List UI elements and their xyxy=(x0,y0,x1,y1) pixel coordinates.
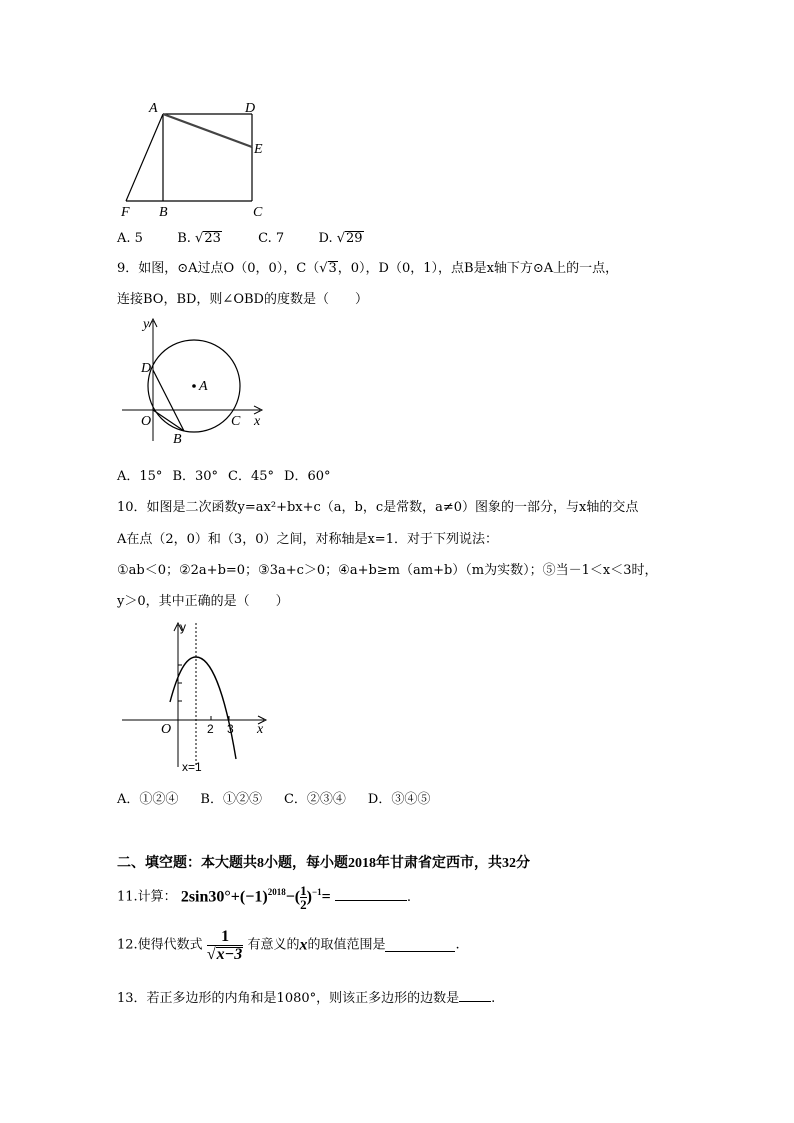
section-2-title: 二、填空题：本大题共8小题，每小题2018年甘肃省定西市，共32分 xyxy=(117,856,530,871)
q8-segment-ae xyxy=(163,114,252,147)
q9-label-a: A xyxy=(199,379,208,394)
q8-options xyxy=(117,231,364,247)
q10-parabola xyxy=(170,657,236,759)
q10-stem-line4: y＞0，其中正确的是（ ） xyxy=(117,594,289,609)
q10-option-a: A．①②④ xyxy=(117,792,179,807)
q8-label-a: A xyxy=(149,101,158,116)
q9-stem-part1: 9．如图，⊙A过点O（0，0），C（ xyxy=(117,261,320,276)
q9-label-y: y xyxy=(143,317,150,332)
q11-answer-blank[interactable] xyxy=(335,888,407,901)
q10-option-b: B．①②⑤ xyxy=(200,792,262,807)
q13: 13．若正多边形的内角和是1080°，则该正多边形的边数是 . xyxy=(117,991,496,1006)
q9-figure xyxy=(114,313,274,448)
q9-label-b: B xyxy=(173,432,182,447)
q10-label-2: 2 xyxy=(207,722,214,736)
q9-option-c: C．45° xyxy=(228,469,275,484)
q9-label-c: C xyxy=(231,414,241,429)
q8-label-b: B xyxy=(159,205,168,220)
q9-option-d: D．60° xyxy=(284,469,331,484)
q8-figure xyxy=(110,98,280,222)
q9-option-a: A．15° xyxy=(117,469,163,484)
q8-option-c: C. 7 xyxy=(258,231,285,246)
q9-sqrt-radicand: 3 xyxy=(328,261,337,276)
q10-options xyxy=(117,792,452,808)
q9-options xyxy=(117,469,341,485)
q8-option-b-sqrt: √23 xyxy=(195,231,221,246)
q8-option-d-label: D. xyxy=(318,231,333,246)
q10-stem-line2: A在点（2，0）和（3，0）之间，对称轴是x=1．对于下列说法： xyxy=(117,532,498,547)
q8-option-d-radicand: 29 xyxy=(346,231,363,246)
q9-label-d: D xyxy=(141,361,152,376)
q10-stem-line1: 10．如图是二次函数y=ax²+bx+c（a，b，c是常数，a≠0）图象的一部分，与x轴的交点 xyxy=(117,500,639,515)
q12-prefix: 12.使得代数式 xyxy=(117,937,203,953)
q10-label-3: 3 xyxy=(227,722,234,736)
q9-segment-ob xyxy=(153,410,184,431)
q8-label-f: F xyxy=(121,205,130,220)
q8-option-b-label: B. xyxy=(177,231,191,246)
q12-fraction: $\frac{1}{√x-3}$ xyxy=(206,928,243,963)
q12-middle: 有意义的 xyxy=(247,937,300,953)
q8-option-b-radicand: 23 xyxy=(204,231,221,246)
q9-sqrt: √3 xyxy=(319,261,337,276)
q10-label-x: x xyxy=(257,722,264,737)
q10-label-axis: x=1 xyxy=(182,760,202,774)
q8-option-a: A. 5 xyxy=(117,231,143,246)
q9-option-b: B．30° xyxy=(172,469,219,484)
q11: 11.计算： $2\sin 30^\circ+(-1)^{2018}-$( $\frac{1}{2}$ )$^{-1}$= . xyxy=(117,883,412,913)
q8-label-c: C xyxy=(253,205,263,220)
q8-segment-af xyxy=(126,114,163,201)
q10-label-o: O xyxy=(161,722,172,737)
q9-label-o: O xyxy=(141,414,152,429)
q10-label-y: y xyxy=(180,620,186,634)
q10-figure xyxy=(114,617,274,777)
q9-center-dot xyxy=(192,384,196,388)
q12: 12.使得代数式 $\frac{1}{√x-3}$ 有意义的x的取值范围是 . xyxy=(117,928,460,963)
q13-answer-blank[interactable] xyxy=(459,989,491,1002)
q10-stem-line3: ①ab＜0；②2a+b=0；③3a+c＞0；④a+b≥m（am+b）（m为实数）；⑤当－1＜x＜3时， xyxy=(117,563,658,578)
q12-answer-blank[interactable] xyxy=(385,939,455,952)
q9-stem-part2: ，0），D（0，1），点B是x轴下方⊙A上的一点， xyxy=(337,261,619,276)
q13-text: 13．若正多边形的内角和是1080°，则该正多边形的边数是 xyxy=(117,991,460,1006)
q11-expr: $2\sin 30^\circ+(-1)^{2018}-$( $\frac{1}{2}$ )$^{-1}$= xyxy=(180,883,331,913)
q8-label-e: E xyxy=(254,142,263,157)
q11-fraction: $\frac{1}{2}$ xyxy=(300,883,307,913)
q9-stem-line2: 连接BO，BD，则∠OBD的度数是（ ） xyxy=(117,292,368,307)
q8-label-d: D xyxy=(245,101,256,116)
q11-prefix: 11.计算： xyxy=(117,889,177,905)
q9-segment-db xyxy=(153,370,184,431)
q9-stem-line1 xyxy=(117,261,618,277)
q10-option-d: D．③④⑤ xyxy=(367,792,431,807)
q8-option-d-sqrt: √29 xyxy=(336,231,363,246)
q10-option-c: C．②③④ xyxy=(283,792,346,807)
q9-label-x: x xyxy=(254,414,261,429)
